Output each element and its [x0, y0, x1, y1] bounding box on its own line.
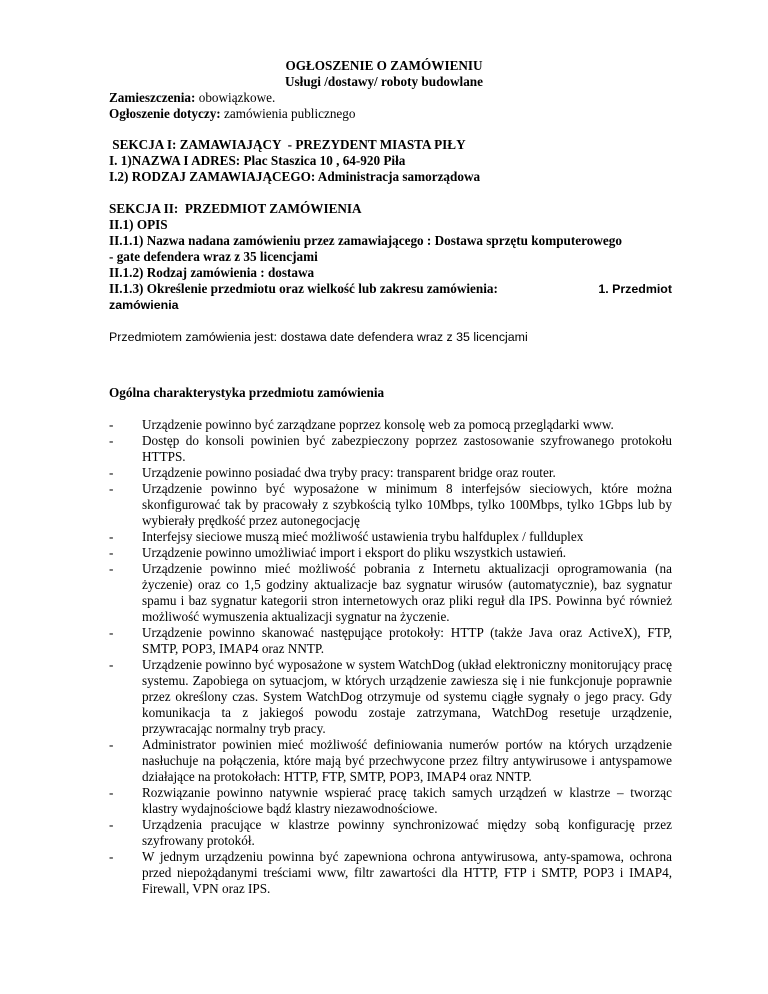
- list-item: [109, 481, 672, 529]
- list-item-text: Urządzenie powinno umożliwiać import i eksport do pliku wszystkich ustawień.: [142, 545, 567, 560]
- list-item: [109, 817, 672, 849]
- list-item-text: Urządzenie powinno być zarządzane poprzez konsolę web za pomocą przeglądarki www.: [142, 417, 614, 432]
- section1-type: I.2) RODZAJ ZAMAWIAJĄCEGO: Administracja samorządowa: [109, 169, 481, 184]
- list-item: [109, 625, 672, 657]
- bullet-dash: -: [109, 657, 114, 672]
- dotyczy-label: Ogłoszenie dotyczy:: [109, 106, 221, 121]
- list-item: [109, 657, 672, 737]
- bullet-dash: -: [109, 785, 114, 800]
- bullet-dash: -: [109, 417, 114, 432]
- list-item: [109, 433, 672, 465]
- list-item-text: Interfejsy sieciowe muszą mieć możliwość ustawienia trybu halfduplex / fullduplex: [142, 529, 584, 544]
- zamieszczenia-value: obowiązkowe.: [195, 90, 276, 105]
- przedmiot-heading-part1: 1. Przedmiot: [598, 282, 672, 296]
- section2-okreslenie: [109, 281, 672, 297]
- bullet-dash: -: [109, 817, 114, 832]
- bullet-dash: -: [109, 465, 114, 480]
- section2-heading: SEKCJA II: PRZEDMIOT ZAMÓWIENIA: [109, 201, 362, 216]
- bullet-dash: -: [109, 433, 114, 448]
- dotyczy-value: zamówienia publicznego: [220, 106, 356, 121]
- list-item: [109, 737, 672, 785]
- section2-rodzaj: II.1.2) Rodzaj zamówienia : dostawa: [109, 265, 315, 280]
- document-title: OGŁOSZENIE O ZAMÓWIENIU: [285, 58, 483, 73]
- list-item: [109, 465, 672, 481]
- charakterystyka-heading: Ogólna charakterystyka przedmiotu zamówienia: [109, 385, 385, 400]
- list-item: [109, 529, 672, 545]
- bullet-dash: -: [109, 529, 114, 544]
- bullet-dash: -: [109, 481, 114, 496]
- bullet-dash: -: [109, 737, 114, 752]
- zamieszczenia-line: [109, 90, 672, 106]
- list-item-text: Urządzenie powinno być wyposażone w minimum 8 interfejsów sieciowych, które można skonfigurować tak by pracowały z szybkością tylko 10Mbps, tylko 100Mbps, tylko 1Gbps lub by wybierały prędkość przez autonegocjację: [142, 481, 672, 528]
- section1-heading: SEKCJA I: ZAMAWIAJĄCY - PREZYDENT MIASTA PIŁY: [109, 137, 466, 152]
- list-item-text: Rozwiązanie powinno natywnie wspierać pracę takich samych urządzeń w klastrze – tworząc klastry wydajnościowe bądź klastry niezawodnościowe.: [142, 785, 672, 816]
- list-item: [109, 417, 672, 433]
- list-item-text: Urządzenie powinno posiadać dwa tryby pracy: transparent bridge oraz router.: [142, 465, 556, 480]
- list-item: [109, 785, 672, 817]
- requirements-list: [109, 417, 672, 897]
- przedmiot-heading-part2: zamówienia: [109, 298, 179, 312]
- list-item: [109, 545, 672, 561]
- document-subtitle: Usługi /dostawy/ roboty budowlane: [285, 74, 483, 89]
- section2-opis: II.1) OPIS: [109, 217, 168, 232]
- list-item-text: Urządzenie powinno mieć możliwość pobrania z Internetu aktualizacji oprogramowania (na życzenie) oraz co 1,5 godziny aktualizacje baz sygnatur wirusów (automatycznie), baz sygnatur spamu i baz sygnatur kategorii stron internetowych oraz pliki reguł dla IPS. Powinna być również możliwość wymuszenia aktualizacji sygnatur na życzenie.: [142, 561, 672, 624]
- dotyczy-line: [109, 106, 672, 122]
- list-item-text: Urządzenia pracujące w klastrze powinny synchronizować między sobą konfigurację przez szyfrowany protokół.: [142, 817, 672, 848]
- section1-address: I. 1)NAZWA I ADRES: Plac Staszica 10 , 64-920 Piła: [109, 153, 406, 168]
- list-item-text: Administrator powinien mieć możliwość definiowania numerów portów na których urządzenie nasłuchuje na połączenia, które mają być przechwycone przez filtry antywirusowe i antyspamowe działające na protokołach: HTTP, FTP, SMTP, POP3, IMAP4 oraz NNTP.: [142, 737, 672, 784]
- przedmiotem-text: Przedmiotem zamówienia jest: dostawa date defendera wraz z 35 licencjami: [109, 330, 528, 344]
- list-item: [109, 849, 672, 897]
- bullet-dash: -: [109, 849, 114, 864]
- bullet-dash: -: [109, 625, 114, 640]
- bullet-dash: -: [109, 545, 114, 560]
- section2-nazwa-line2: - gate defendera wraz z 35 licencjami: [109, 249, 318, 264]
- zamieszczenia-label: Zamieszczenia:: [109, 90, 196, 105]
- list-item-text: Dostęp do konsoli powinien być zabezpieczony poprzez zastosowanie szyfrowanego protokołu HTTPS.: [142, 433, 672, 464]
- okreslenie-text: II.1.3) Określenie przedmiotu oraz wielkość lub zakresu zamówienia:: [109, 281, 498, 296]
- bullet-dash: -: [109, 561, 114, 576]
- list-item-text: Urządzenie powinno skanować następujące protokoły: HTTP (także Java oraz ActiveX), FTP, SMTP, POP3, IMAP4 oraz NNTP.: [142, 625, 672, 656]
- list-item-text: Urządzenie powinno być wyposażone w system WatchDog (układ elektroniczny monitorujący pracę systemu. Zapobiega on sytuacjom, w których urządzenie zawiesza się i nie funkcjonuje poprawnie przez określony czas. System WatchDog otrzymuje od systemu ciągłe sygnały o jego pracy. Gdy komunikacja ta z jakiegoś powodu zostaje zatrzymana, WatchDog resetuje urządzenie, przywracając normalny tryb pracy.: [142, 657, 672, 736]
- list-item-text: W jednym urządzeniu powinna być zapewniona ochrona antywirusowa, anty-spamowa, ochrona przed niepożądanymi treściami www, filtr zawartości dla HTTP, FTP i SMTP, POP3 i IMAP4, Firewall, VPN oraz IPS.: [142, 849, 672, 896]
- list-item: [109, 561, 672, 625]
- section2-nazwa-line1: II.1.1) Nazwa nadana zamówieniu przez zamawiającego : Dostawa sprzętu komputerowego: [109, 233, 622, 248]
